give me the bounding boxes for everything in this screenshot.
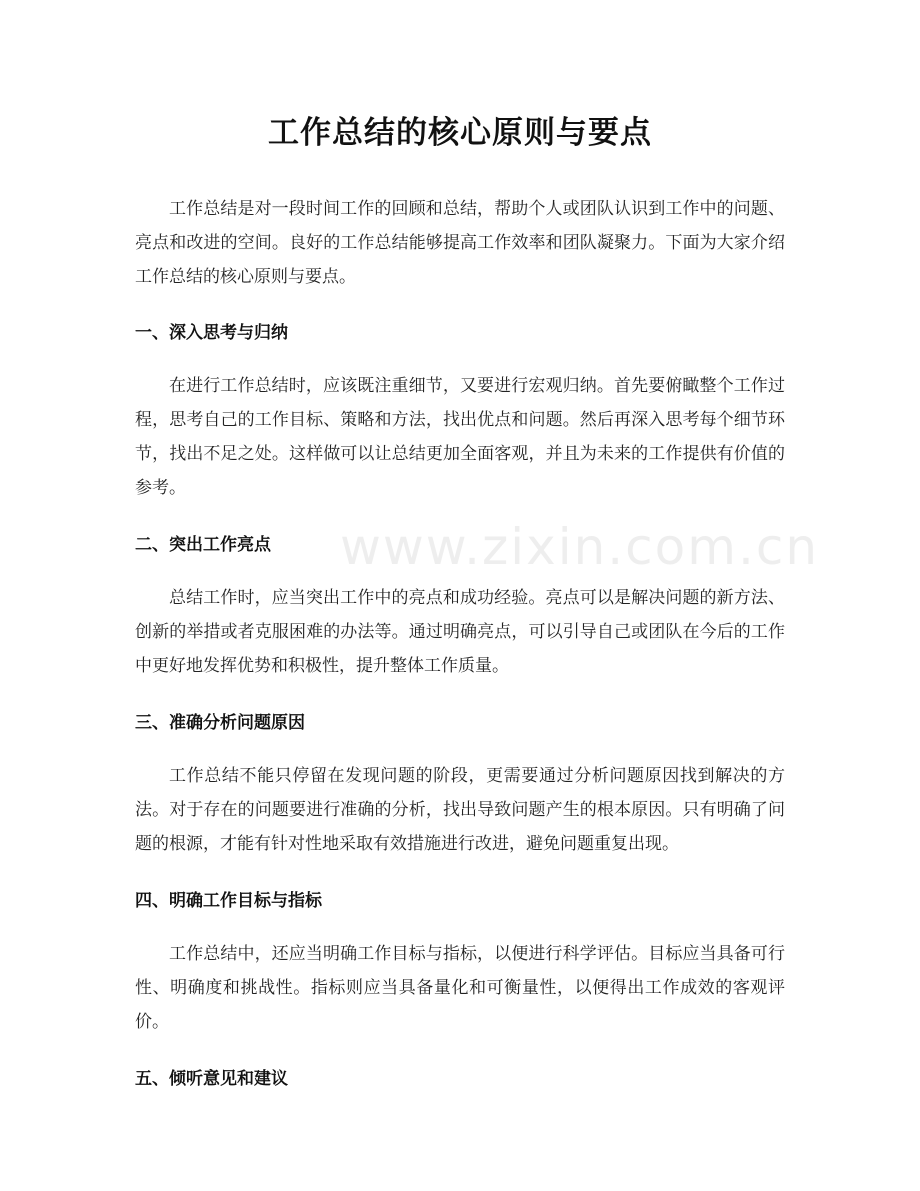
section-paragraph-2: 总结工作时，应当突出工作中的亮点和成功经验。亮点可以是解决问题的新方法、创新的举措或者克服困难的办法等。通过明确亮点，可以引导自己或团队在今后的工作中更好地发挥优势和积极性，提升整体工作质量。 — [135, 588, 785, 676]
document-content — [135, 108, 820, 1115]
section-paragraph-4: 工作总结中，还应当明确工作目标与指标，以便进行科学评估。目标应当具备可行性、明确度和挑战性。指标则应当具备量化和可衡量性，以便得出工作成效的客观评价。 — [135, 944, 785, 1032]
section-heading-4: 四、明确工作目标与指标 — [135, 891, 322, 911]
section-heading-5: 五、倾听意见和建议 — [135, 1069, 288, 1089]
page-title: 工作总结的核心原则与要点 — [268, 115, 652, 151]
section-heading-2: 二、突出工作亮点 — [135, 535, 271, 555]
section-heading-1: 一、深入思考与归纳 — [135, 323, 288, 343]
intro-paragraph: 工作总结是对一段时间工作的回顾和总结，帮助个人或团队认识到工作中的问题、亮点和改进的空间。良好的工作总结能够提高工作效率和团队凝聚力。下面为大家介绍工作总结的核心原则与要点。 — [135, 199, 785, 287]
section-paragraph-3: 工作总结不能只停留在发现问题的阶段，更需要通过分析问题原因找到解决的方法。对于存在的问题要进行准确的分析，找出导致问题产生的根本原因。只有明确了问题的根源，才能有针对性地采取有效措施进行改进，避免问题重复出现。 — [135, 766, 785, 854]
section-heading-3: 三、准确分析问题原因 — [135, 713, 305, 733]
watermark: www.zixin.com.cn — [340, 518, 820, 576]
section-paragraph-1: 在进行工作总结时，应该既注重细节，又要进行宏观归纳。首先要俯瞰整个工作过程，思考自己的工作目标、策略和方法，找出优点和问题。然后再深入思考每个细节环节，找出不足之处。这样做可以让总结更加全面客观，并且为未来的工作提供有价值的参考。 — [135, 376, 785, 498]
